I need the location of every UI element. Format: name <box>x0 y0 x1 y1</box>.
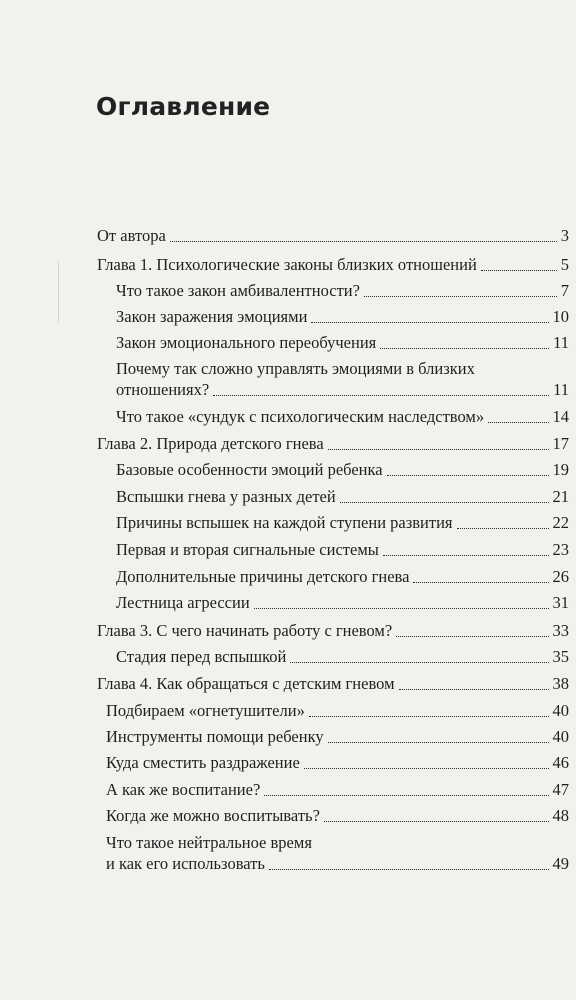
dot-leader <box>311 322 548 323</box>
toc-entry[interactable] <box>97 255 569 275</box>
dot-leader <box>387 475 549 476</box>
dot-leader <box>383 555 549 556</box>
toc-page-number: 11 <box>553 333 569 352</box>
toc-entry[interactable] <box>116 333 569 353</box>
toc-entry[interactable] <box>116 460 569 480</box>
toc-page-number: 5 <box>560 255 569 274</box>
toc-page-number: 10 <box>552 307 569 326</box>
dot-leader <box>457 528 549 529</box>
dot-leader <box>481 270 557 271</box>
toc-entry-title: Вспышки гнева у разных детей <box>116 487 336 506</box>
toc-entry[interactable] <box>116 307 569 327</box>
dot-leader <box>309 716 549 717</box>
toc-page-number: 35 <box>552 647 569 666</box>
dot-leader <box>328 449 549 450</box>
toc-entry[interactable] <box>106 806 569 826</box>
toc-page-number: 22 <box>552 513 569 532</box>
toc-page-number: 3 <box>560 226 569 245</box>
toc-entry-title: Базовые особенности эмоций ребенка <box>116 460 383 479</box>
toc-entry[interactable] <box>116 513 569 533</box>
toc-page-number: 49 <box>552 854 569 873</box>
toc-entry[interactable] <box>116 407 569 427</box>
toc-entry[interactable] <box>106 727 569 747</box>
toc-entry-title: Глава 4. Как обращаться с детским гневом <box>97 674 395 693</box>
toc-entry[interactable] <box>97 621 569 641</box>
toc-entry-title: Что такое «сундук с психологическим наследством» <box>116 407 485 426</box>
toc-entry[interactable] <box>116 487 569 507</box>
toc-page-number: 47 <box>552 780 569 799</box>
page-title: Оглавление <box>96 92 271 121</box>
dot-leader <box>264 795 548 796</box>
toc-page-number: 7 <box>560 281 569 300</box>
toc-page-number: 46 <box>552 753 569 772</box>
toc-page-number: 19 <box>552 460 569 479</box>
toc-entry[interactable] <box>106 753 569 773</box>
toc-entry-title: Дополнительные причины детского гнева <box>116 567 410 586</box>
toc-entry[interactable] <box>116 647 569 667</box>
toc-entry-title-line: Почему так сложно управлять эмоциями в близких <box>116 359 475 378</box>
toc-entry[interactable] <box>106 854 569 874</box>
toc-entry-title: Глава 3. С чего начинать работу с гневом? <box>97 621 393 640</box>
toc-entry[interactable] <box>97 226 569 246</box>
toc-entry[interactable] <box>116 281 569 301</box>
dot-leader <box>290 662 548 663</box>
toc-entry-title: Куда сместить раздражение <box>106 753 300 772</box>
toc-entry-title: и как его использовать <box>106 854 265 873</box>
toc-entry-title: Закон эмоционального переобучения <box>116 333 377 352</box>
toc-entry-title: Причины вспышек на каждой ступени развития <box>116 513 453 532</box>
toc-page-number: 48 <box>552 806 569 825</box>
toc-entry[interactable] <box>106 780 569 800</box>
toc-entry[interactable] <box>116 593 569 613</box>
toc-page-number: 21 <box>552 487 569 506</box>
dot-leader <box>488 422 548 423</box>
toc-entry-title: Что такое закон амбивалентности? <box>116 281 360 300</box>
toc-entry-title-line: Что такое нейтральное время <box>106 833 312 852</box>
dot-leader <box>364 296 557 297</box>
toc-entry[interactable] <box>116 540 569 560</box>
dot-leader <box>396 636 548 637</box>
toc-entry-title: Закон заражения эмоциями <box>116 307 308 326</box>
toc-entry-title: От автора <box>97 226 166 245</box>
toc-page-number: 26 <box>552 567 569 586</box>
toc-entry[interactable] <box>97 674 569 694</box>
dot-leader <box>399 689 549 690</box>
toc-page-number: 14 <box>552 407 569 426</box>
toc-page-number: 23 <box>552 540 569 559</box>
dot-leader <box>340 502 549 503</box>
toc-entry-title: Лестница агрессии <box>116 593 250 612</box>
toc-page-number: 38 <box>552 674 569 693</box>
toc-entry-title: Глава 2. Природа детского гнева <box>97 434 324 453</box>
dot-leader <box>328 742 549 743</box>
toc-entry[interactable] <box>116 380 569 400</box>
toc-page-number: 17 <box>552 434 569 453</box>
toc-entry-title: А как же воспитание? <box>106 780 261 799</box>
dot-leader <box>380 348 549 349</box>
toc-page-number: 40 <box>552 727 569 746</box>
toc-entry-title: Глава 1. Психологические законы близких отношений <box>97 255 477 274</box>
toc-entry-title: Когда же можно воспитывать? <box>106 806 320 825</box>
toc-entry-title: Инструменты помощи ребенку <box>106 727 324 746</box>
toc-page-number: 11 <box>553 380 569 399</box>
dot-leader <box>269 869 549 870</box>
toc-entry[interactable] <box>116 567 569 587</box>
dot-leader <box>254 608 549 609</box>
toc-entry[interactable] <box>97 434 569 454</box>
dot-leader <box>413 582 548 583</box>
toc-entry-title: Стадия перед вспышкой <box>116 647 287 666</box>
toc-entry-title: Подбираем «огнетушители» <box>106 701 305 720</box>
margin-mark <box>58 262 59 322</box>
dot-leader <box>213 395 549 396</box>
dot-leader <box>170 241 557 242</box>
dot-leader <box>324 821 549 822</box>
toc-page-number: 40 <box>552 701 569 720</box>
dot-leader <box>304 768 549 769</box>
toc-page-number: 31 <box>552 593 569 612</box>
toc-page-number: 33 <box>552 621 569 640</box>
toc-entry-title: Первая и вторая сигнальные системы <box>116 540 379 559</box>
toc-entry[interactable] <box>106 701 569 721</box>
toc-entry-title: отношениях? <box>116 380 210 399</box>
